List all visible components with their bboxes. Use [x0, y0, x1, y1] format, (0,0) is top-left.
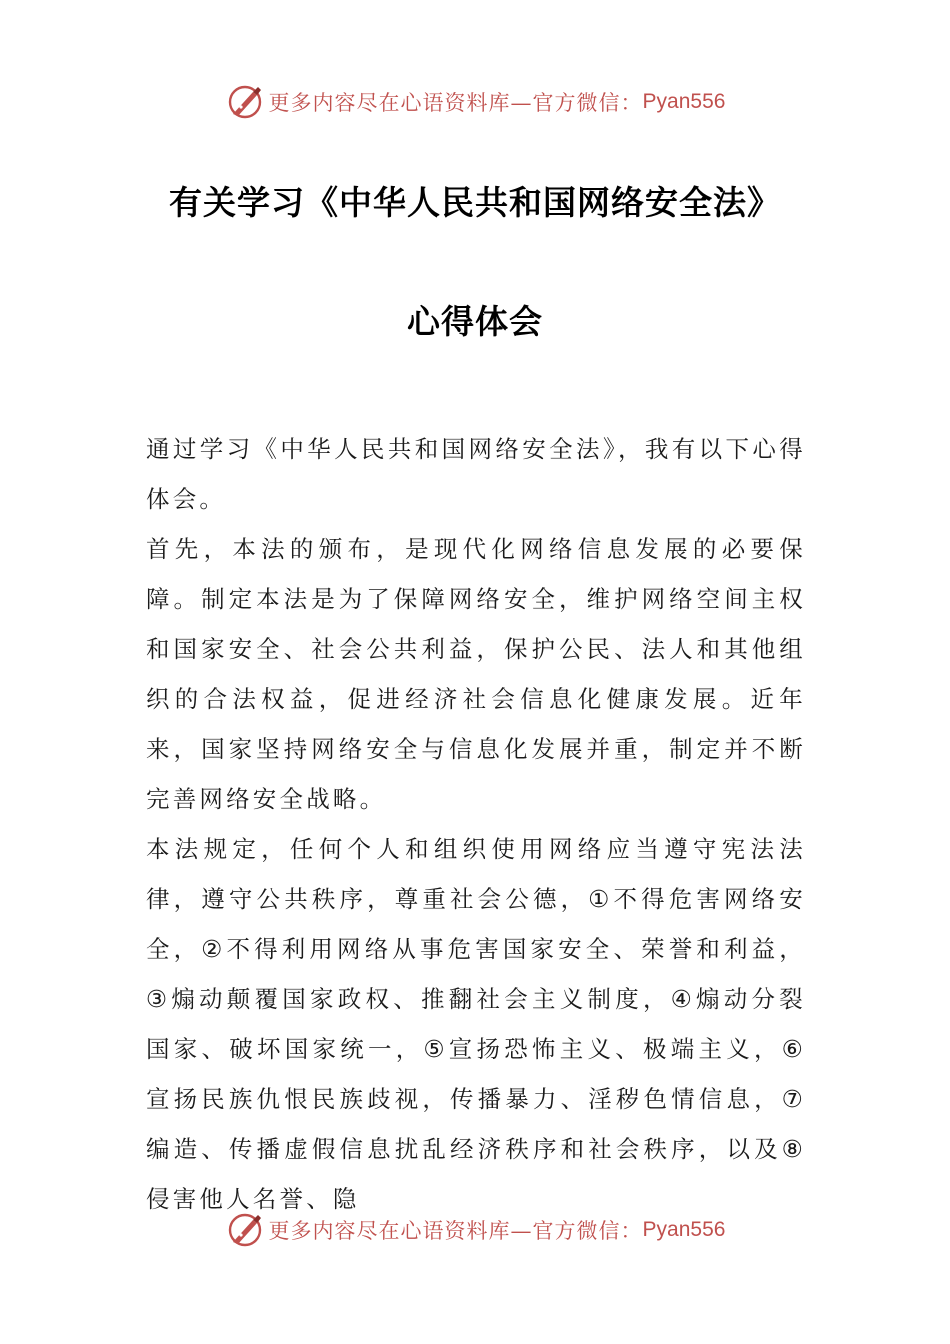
watermark-text: 更多内容尽在心语资料库—官方微信： — [268, 91, 643, 115]
watermark-handle: Pyan556 — [642, 1218, 726, 1241]
footer-watermark — [0, 1208, 950, 1252]
pen-logo-icon — [225, 1210, 265, 1250]
document-title: 有关学习《中华人民共和国网络安全法》 — [169, 183, 781, 222]
paragraph-intro: 通过学习《中华人民共和国网络安全法》，我有以下心得体会。 — [146, 435, 806, 513]
watermark-text: 更多内容尽在心语资料库—官方微信： — [268, 1219, 643, 1243]
paragraph-first: 首先，本法的颁布，是现代化网络信息发展的必要保障。制定本法是为了保障网络安全，维护网络空间主权和国家安全、社会公共利益，保护公民、法人和其他组织的合法权益，促进经济社会信息化健康发展。近年来，国家坚持网络安全与信息化发展并重，制定并不断完善网络安全战略。 — [146, 535, 806, 813]
document-subtitle: 心得体会 — [407, 302, 543, 341]
watermark-handle: Pyan556 — [642, 90, 726, 113]
header-watermark — [0, 80, 950, 124]
document-body — [146, 424, 806, 1224]
pen-logo-icon — [225, 82, 265, 122]
paragraph-regulations: 本法规定，任何个人和组织使用网络应当遵守宪法法律，遵守公共秩序，尊重社会公德，①不得危害网络安全，②不得利用网络从事危害国家安全、荣誉和利益，③煽动颠覆国家政权、推翻社会主义制度，④煽动分裂国家、破坏国家统一，⑤宣扬恐怖主义、极端主义，⑥宣扬民族仇恨民族歧视，传播暴力、淫秽色情信息，⑦编造、传播虚假信息扰乱经济秩序和社会秩序，以及⑧侵害他人名誉、隐 — [146, 835, 806, 1213]
